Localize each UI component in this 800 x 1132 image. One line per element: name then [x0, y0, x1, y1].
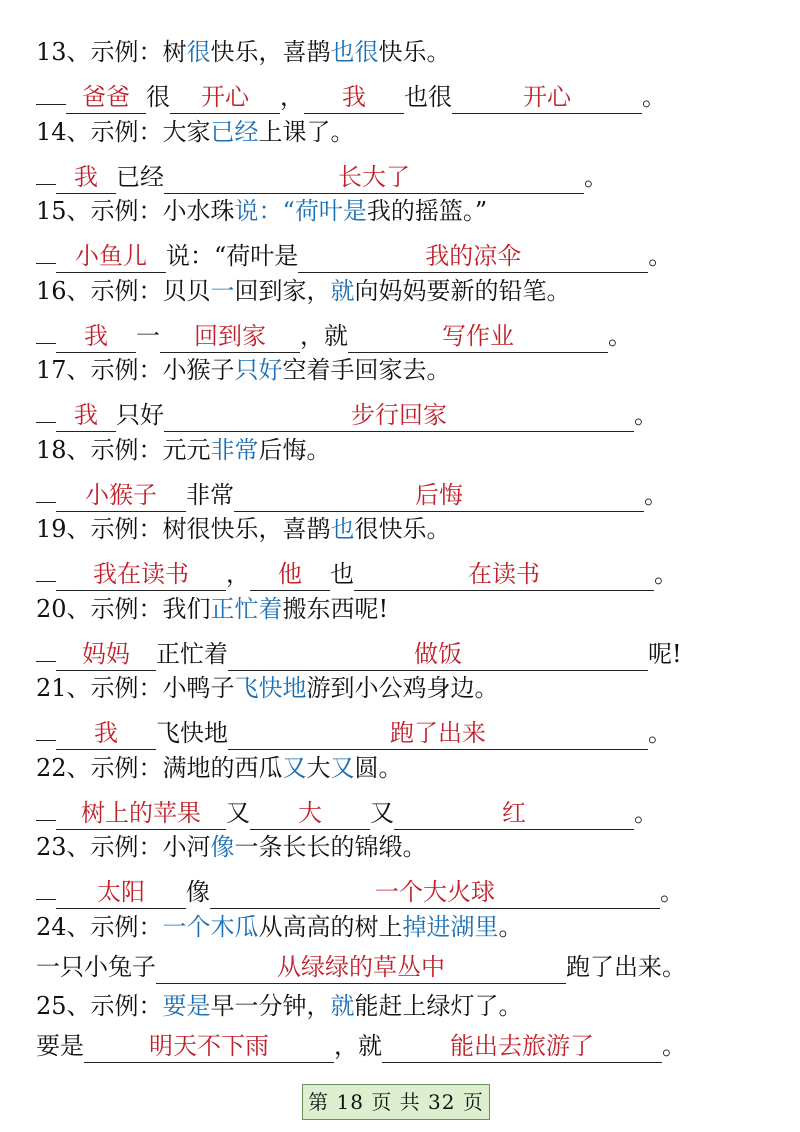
answer-blank: 我	[56, 161, 116, 194]
answer-fixed-text: 只好	[116, 401, 164, 429]
answer-sentence	[36, 72, 764, 112]
answer-sentence	[36, 1026, 764, 1066]
answer-fixed-text: 跑了出来。	[566, 952, 686, 981]
example-keyword: 一个木瓜	[162, 912, 259, 941]
example-sentence	[36, 589, 764, 629]
answer-fixed-text: 又	[226, 798, 250, 827]
answer-fixed-text: 。	[644, 480, 668, 509]
example-sentence	[36, 271, 764, 311]
example-keyword: 说：“荷叶是	[234, 197, 367, 225]
answer-sentence	[36, 231, 764, 271]
answer-sentence	[36, 867, 764, 907]
answer-sentence	[36, 390, 764, 430]
answer-fixed-text: 像	[186, 878, 210, 906]
answer-fixed-text: 。	[648, 719, 672, 747]
blank-lead	[36, 629, 56, 662]
answer-fixed-text: 非常	[186, 480, 234, 509]
example-sentence	[36, 112, 764, 152]
example-keyword: 只好	[234, 356, 283, 384]
example-text: 19、示例：树很快乐，喜鹊	[36, 515, 331, 543]
example-text: 16、示例：贝贝	[36, 276, 211, 305]
answer-blank: 能出去旅游了	[382, 1030, 662, 1063]
answer-sentence	[36, 708, 764, 748]
answer-blank: 开心	[170, 81, 280, 114]
answer-sentence	[36, 549, 764, 589]
example-keyword: 就	[330, 992, 355, 1020]
example-keyword: 已经	[210, 117, 259, 146]
example-keyword: 像	[210, 833, 235, 861]
answer-blank: 小猴子	[56, 479, 186, 512]
answer-fixed-text: 也	[330, 560, 354, 588]
answer-blank: 步行回家	[164, 399, 634, 432]
answer-fixed-text: 说：“荷叶是	[166, 242, 299, 270]
answer-fixed-text: ，	[280, 83, 304, 111]
answer-blank: 开心	[452, 81, 642, 114]
answer-blank: 我	[56, 399, 116, 432]
example-sentence	[36, 191, 764, 231]
example-text: 13、示例：树	[36, 38, 187, 66]
example-text: 能赶上绿灯了。	[354, 992, 523, 1020]
answer-fixed-text: 飞快地	[156, 719, 228, 747]
example-text: 。	[498, 912, 523, 941]
answer-fixed-text: 要是	[36, 1032, 84, 1060]
answer-fixed-text: ，就	[300, 321, 348, 350]
example-text: 18、示例：元元	[36, 435, 211, 464]
example-sentence	[36, 32, 764, 72]
answer-blank: 后悔	[234, 479, 644, 512]
example-text: 23、示例：小河	[36, 833, 211, 861]
example-text: 回到家，	[234, 276, 331, 305]
blank-lead	[36, 867, 56, 900]
answer-fixed-text: 一只小兔子	[36, 952, 156, 981]
answer-fixed-text: 。	[634, 401, 658, 429]
answer-fixed-text: 一	[136, 321, 160, 350]
blank-lead	[36, 231, 56, 264]
answer-fixed-text: ，	[226, 560, 250, 588]
example-keyword: 也	[330, 515, 355, 543]
example-sentence	[36, 827, 764, 867]
answer-blank: 爸爸	[66, 81, 146, 114]
example-keyword: 要是	[162, 992, 211, 1020]
example-text: 向妈妈要新的铅笔。	[354, 276, 571, 305]
example-keyword: 又	[282, 753, 307, 782]
example-text: 15、示例：小水珠	[36, 197, 235, 225]
answer-blank: 大	[250, 797, 370, 830]
example-text: 我的摇篮。”	[366, 197, 488, 225]
example-text: 空着手回家去。	[282, 356, 451, 384]
answer-blank: 树上的苹果	[56, 797, 226, 830]
blank-lead	[36, 470, 56, 503]
example-text: 22、示例：满地的西瓜	[36, 753, 283, 782]
answer-blank: 做饭	[228, 638, 648, 671]
example-text: 后悔。	[258, 435, 331, 464]
answer-fixed-text: 。	[660, 878, 684, 906]
blank-lead	[36, 708, 56, 741]
example-keyword: 又	[330, 753, 355, 782]
answer-blank: 从绿绿的草丛中	[156, 951, 566, 984]
page-footer: 第 18 页 共 32 页	[302, 1084, 490, 1120]
answer-blank: 我的凉伞	[298, 240, 648, 273]
answer-blank: 一个大火球	[210, 876, 660, 909]
example-keyword: 很	[186, 38, 211, 66]
example-text: 25、示例：	[36, 992, 163, 1020]
answer-blank: 回到家	[160, 320, 300, 353]
answer-blank: 他	[250, 558, 330, 591]
answer-fixed-text: 。	[654, 560, 678, 588]
answer-fixed-text: 。	[642, 83, 666, 111]
example-text: 20、示例：我们	[36, 594, 211, 623]
example-text: 24、示例：	[36, 912, 163, 941]
answer-blank: 我	[56, 717, 156, 750]
answer-sentence	[36, 629, 764, 669]
answer-blank: 太阳	[56, 876, 186, 909]
answer-sentence	[36, 470, 764, 510]
example-sentence	[36, 668, 764, 708]
example-text: 17、示例：小猴子	[36, 356, 235, 384]
example-text: 14、示例：大家	[36, 117, 211, 146]
answer-fixed-text: 正忙着	[156, 639, 228, 668]
example-text: 大	[306, 753, 331, 782]
answer-fixed-text: 也很	[404, 83, 452, 111]
answer-sentence	[36, 311, 764, 351]
example-text: 上课了。	[258, 117, 355, 146]
answer-fixed-text: 。	[634, 798, 658, 827]
example-text: 圆。	[354, 753, 403, 782]
example-keyword: 非常	[210, 435, 259, 464]
example-keyword: 也很	[330, 38, 379, 66]
answer-sentence	[36, 152, 764, 192]
answer-blank: 小鱼儿	[56, 240, 166, 273]
answer-blank: 我	[56, 320, 136, 353]
blank-lead	[36, 152, 56, 185]
example-keyword: 一	[210, 276, 235, 305]
answer-fixed-text: 。	[648, 242, 673, 270]
answer-sentence	[36, 788, 764, 828]
example-sentence	[36, 430, 764, 470]
answer-blank: 跑了出来	[228, 717, 648, 750]
example-keyword: 飞快地	[234, 674, 307, 702]
example-keyword: 掉进湖里	[402, 912, 499, 941]
example-sentence	[36, 350, 764, 390]
example-text: 21、示例：小鸭子	[36, 674, 235, 702]
blank-lead	[36, 72, 66, 105]
answer-sentence	[36, 947, 764, 987]
example-sentence	[36, 907, 764, 947]
blank-lead	[36, 390, 56, 423]
answer-fixed-text: 。	[662, 1032, 686, 1060]
answer-fixed-text: 。	[584, 162, 608, 191]
answer-fixed-text: 。	[608, 321, 632, 350]
answer-blank: 长大了	[164, 161, 584, 194]
example-sentence	[36, 509, 764, 549]
answer-blank: 我	[304, 81, 404, 114]
answer-blank: 红	[394, 797, 634, 830]
blank-lead	[36, 311, 56, 344]
example-sentence	[36, 986, 764, 1026]
answer-blank: 我在读书	[56, 558, 226, 591]
answer-fixed-text: 很	[146, 83, 170, 111]
blank-lead	[36, 788, 56, 821]
answer-blank: 妈妈	[56, 638, 156, 671]
answer-fixed-text: 已经	[116, 162, 164, 191]
example-text: 一条长长的锦缎。	[234, 833, 427, 861]
example-text: 游到小公鸡身边。	[306, 674, 499, 702]
example-keyword: 就	[330, 276, 355, 305]
example-text: 早一分钟，	[210, 992, 331, 1020]
example-text: 从高高的树上	[258, 912, 403, 941]
answer-blank: 在读书	[354, 558, 654, 591]
answer-blank: 明天不下雨	[84, 1030, 334, 1063]
answer-fixed-text: 又	[370, 798, 394, 827]
example-sentence	[36, 748, 764, 788]
answer-fixed-text: ，就	[334, 1032, 382, 1060]
blank-lead	[36, 549, 56, 582]
answer-fixed-text: 呢!	[648, 639, 682, 668]
example-text: 很快乐。	[354, 515, 451, 543]
answer-blank: 写作业	[348, 320, 608, 353]
example-text: 搬东西呢!	[282, 594, 389, 623]
example-keyword: 正忙着	[210, 594, 283, 623]
example-text: 快乐，喜鹊	[210, 38, 331, 66]
example-text: 快乐。	[378, 38, 451, 66]
